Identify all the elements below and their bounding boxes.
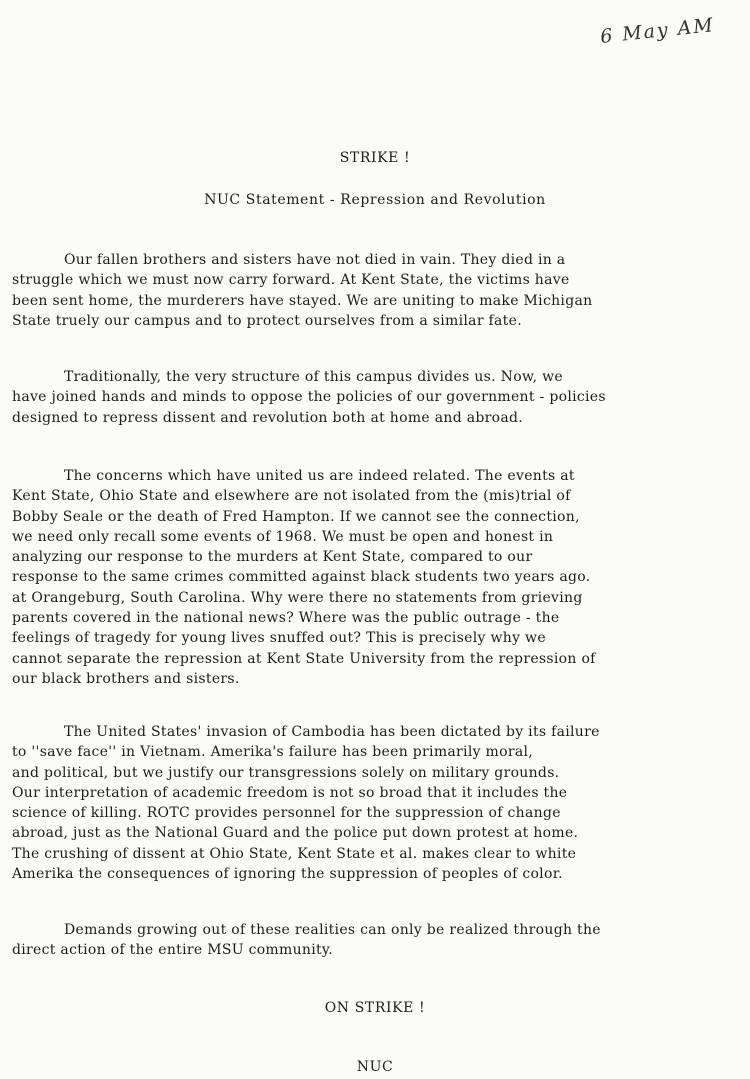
paragraph-line: Demands growing out of these realities can only be realized through the bbox=[64, 922, 601, 938]
paragraph-line: cannot separate the repression at Kent State University from the repression of bbox=[12, 650, 596, 667]
paragraph-line: our black brothers and sisters. bbox=[12, 670, 240, 687]
paragraph-line: Amerika the consequences of ignoring the suppression of peoples of color. bbox=[12, 866, 563, 883]
paragraph-line: abroad, just as the National Guard and the police put down protest at home. bbox=[12, 825, 579, 842]
paragraph-line: and political, but we justify our transgressions solely on military grounds. bbox=[12, 764, 560, 781]
paragraph-line: The United States' invasion of Cambodia has been dictated by its failure bbox=[64, 724, 600, 740]
paragraph-2 bbox=[12, 367, 728, 428]
paragraph-line: analyzing our response to the murders at Kent State, compared to our bbox=[12, 549, 533, 566]
handwritten-annotation: 6 May AM bbox=[599, 14, 716, 48]
paragraph-line: response to the same crimes committed against black students two years ago. bbox=[12, 569, 591, 586]
paragraph-line: science of killing. ROTC provides personnel for the suppression of change bbox=[12, 805, 561, 822]
paragraph-line: parents covered in the national news? Where was the public outrage - the bbox=[12, 610, 560, 627]
paragraph-line: Bobby Seale or the death of Fred Hampton. If we cannot see the connection, bbox=[12, 508, 580, 525]
paragraph-line: Our fallen brothers and sisters have not died in vain. They died in a bbox=[64, 252, 566, 268]
paragraph-line: direct action of the entire MSU community. bbox=[12, 942, 334, 959]
paragraph-line: Kent State, Ohio State and elsewhere are not isolated from the (mis)trial of bbox=[12, 488, 571, 505]
paragraph-3 bbox=[12, 466, 728, 689]
paragraph-line: Traditionally, the very structure of this campus divides us. Now, we bbox=[64, 369, 563, 385]
paragraph-line: at Orangeburg, South Carolina. Why were there no statements from grieving bbox=[12, 589, 583, 606]
paragraph-line: Our interpretation of academic freedom is not so broad that it includes the bbox=[12, 784, 568, 801]
paragraph-line: struggle which we must now carry forward. At Kent State, the victims have bbox=[12, 272, 570, 289]
paragraph-line: State truely our campus and to protect ourselves from a similar fate. bbox=[12, 312, 522, 329]
paragraph-line: we need only recall some events of 1968. We must be open and honest in bbox=[12, 528, 554, 545]
paragraph-4 bbox=[12, 722, 728, 884]
signature: NUC bbox=[356, 1059, 394, 1075]
document-title: STRIKE ! bbox=[339, 150, 411, 166]
paragraph-line: to ''save face'' in Vietnam. Amerika's failure has been primarily moral, bbox=[12, 744, 534, 761]
paragraph-line: have joined hands and minds to oppose the policies of our government - policies bbox=[12, 389, 606, 406]
paragraph-line: The concerns which have united us are indeed related. The events at bbox=[64, 468, 575, 484]
paragraph-1 bbox=[12, 250, 728, 331]
paragraph-5 bbox=[12, 920, 728, 961]
document-subtitle: NUC Statement - Repression and Revolution bbox=[204, 192, 546, 208]
paragraph-line: feelings of tragedy for young lives snuffed out? This is precisely why we bbox=[12, 630, 546, 647]
closing-line: ON STRIKE ! bbox=[324, 1000, 426, 1016]
paragraph-line: been sent home, the murderers have stayed. We are uniting to make Michigan bbox=[12, 292, 593, 309]
paragraph-line: The crushing of dissent at Ohio State, Kent State et al. makes clear to white bbox=[12, 845, 577, 862]
paragraph-line: designed to repress dissent and revolution both at home and abroad. bbox=[12, 409, 524, 426]
